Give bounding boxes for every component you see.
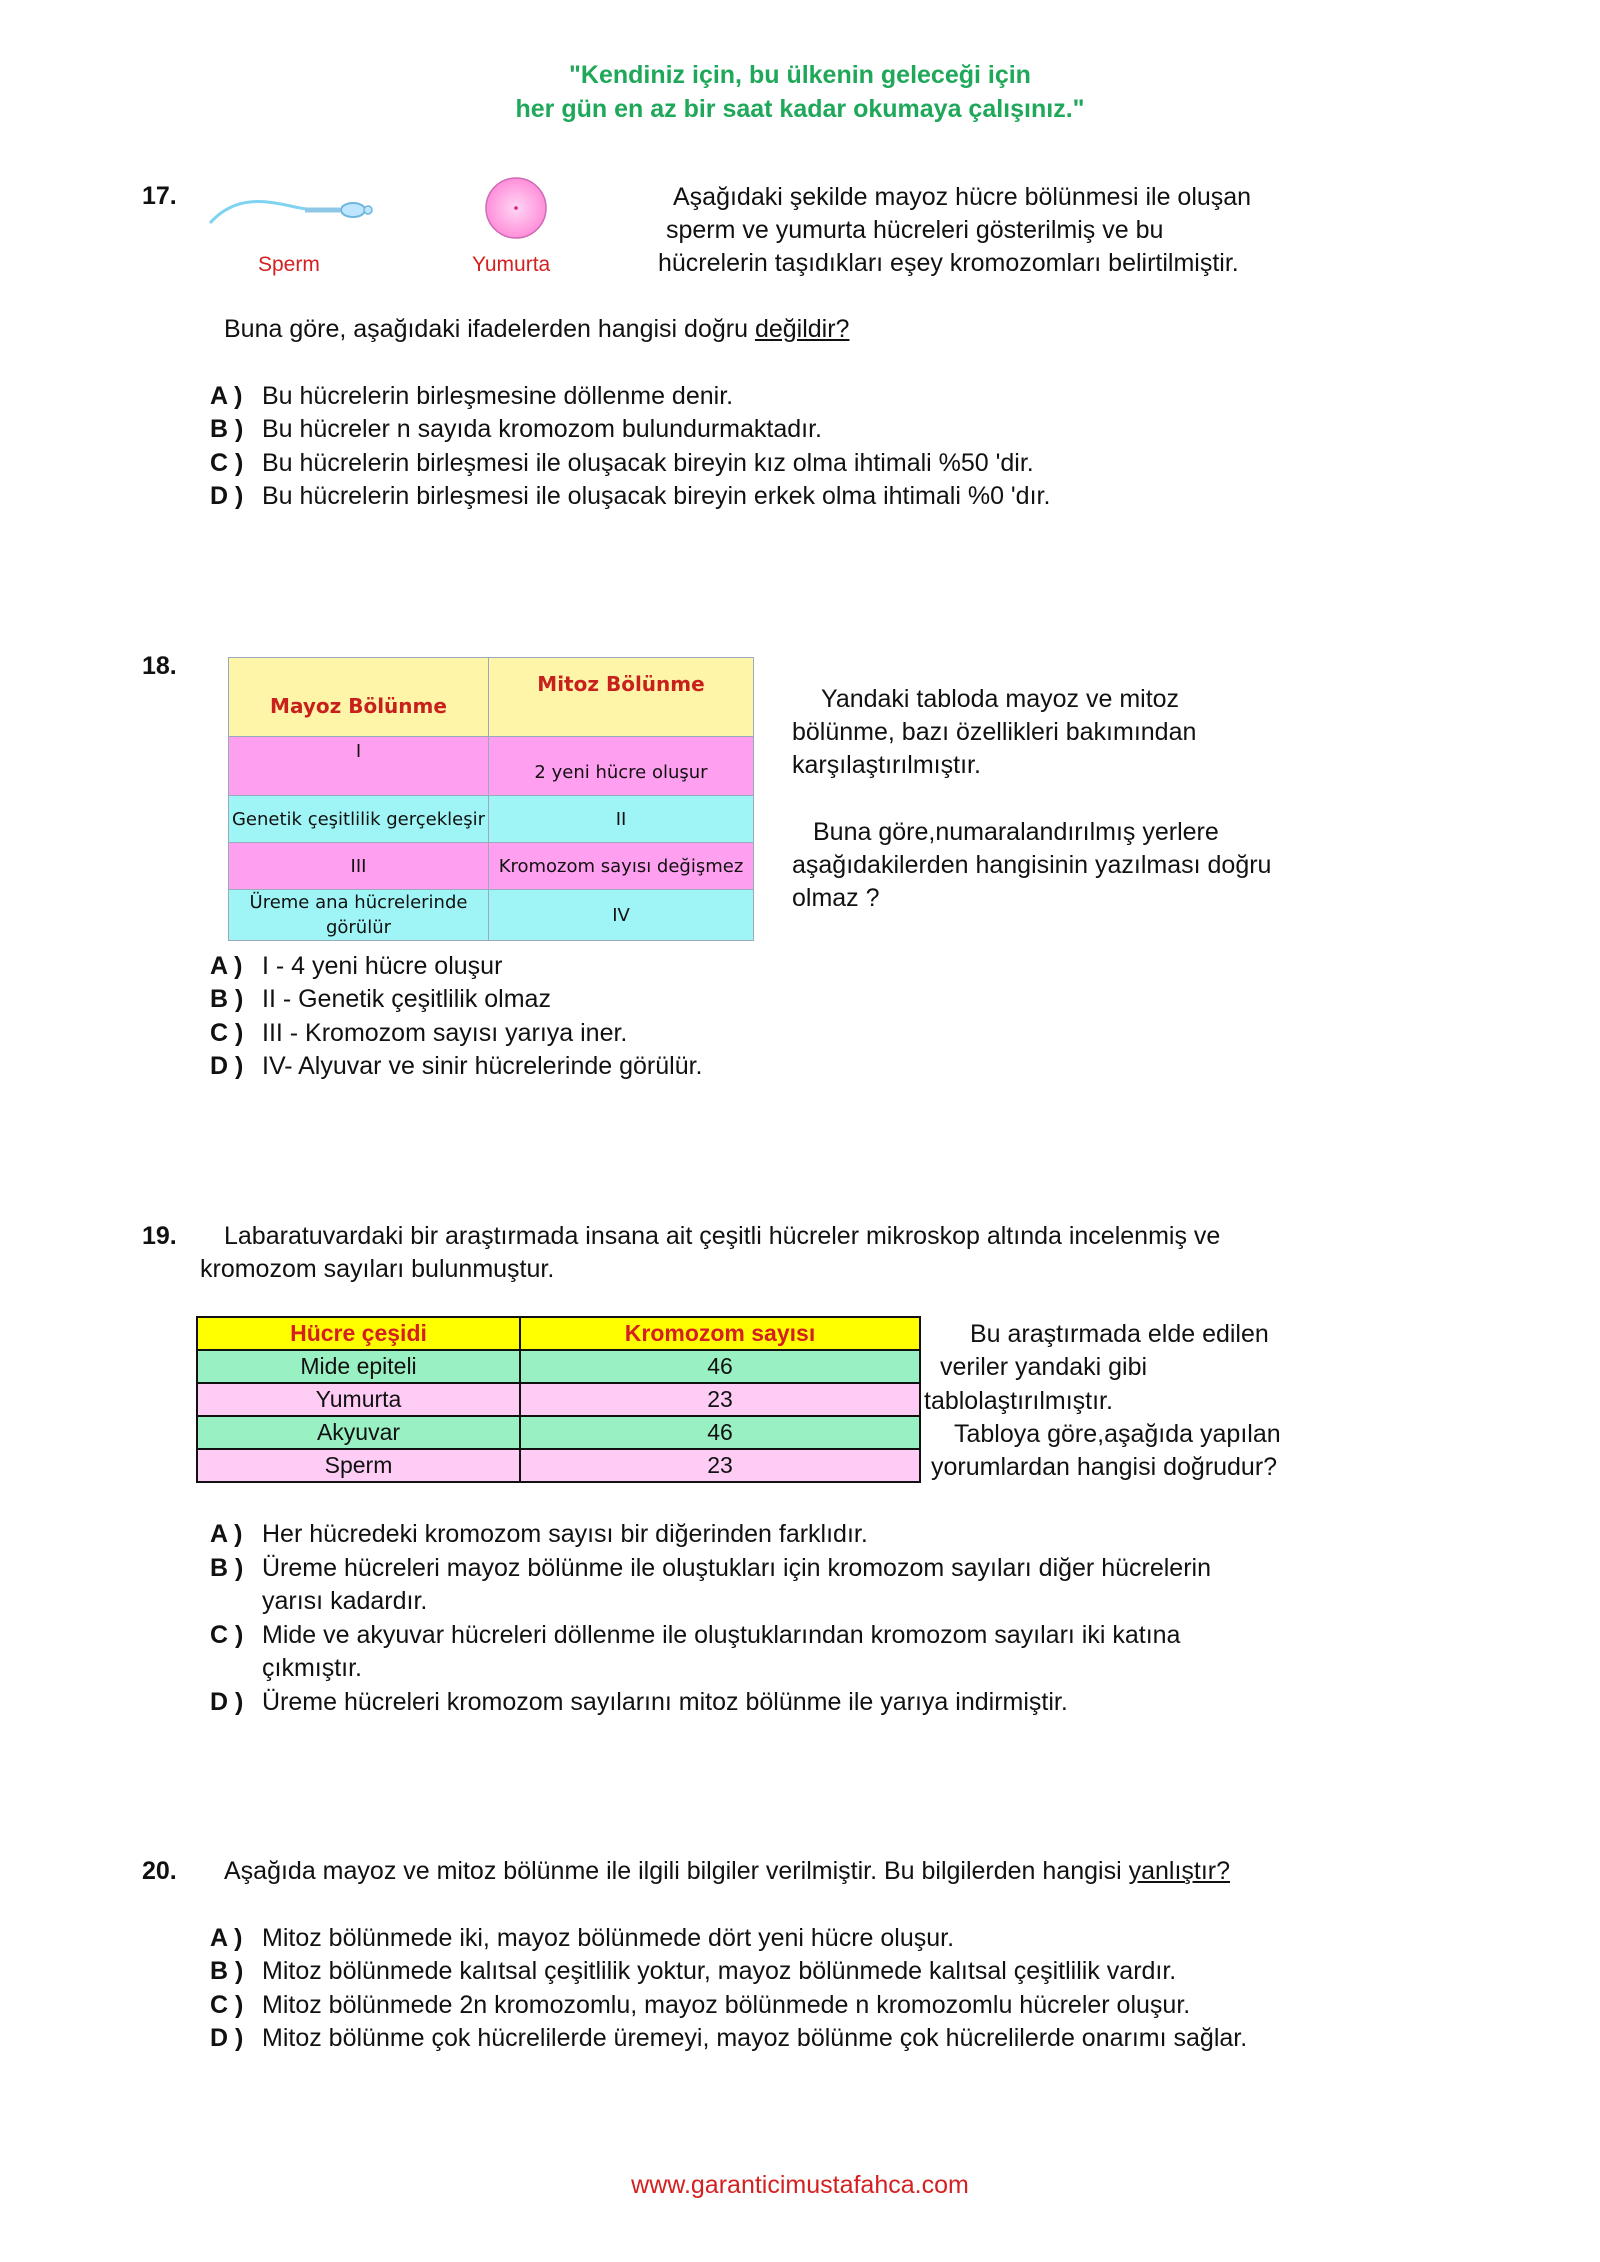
egg-label: Yumurta xyxy=(472,253,551,276)
sperm-icon xyxy=(205,185,385,235)
motto-line-2: her gün en az bir saat kadar okumaya çalışınız." xyxy=(515,95,1085,123)
q17-intro-line-1: Aşağıdaki şekilde mayoz hücre bölünmesi ile oluşan xyxy=(673,183,1252,211)
q18-side-line-5: aşağıdakilerden hangisinin yazılması doğru xyxy=(792,851,1272,879)
header-cell-type: Hücre çeşidi xyxy=(197,1317,520,1350)
q18-side-line-6: olmaz ? xyxy=(792,884,880,912)
table-cell: Kromozom sayısı değişmez xyxy=(489,843,754,890)
question-17-number: 17. xyxy=(142,182,177,210)
header-chromosome-count: Kromozom sayısı xyxy=(520,1317,920,1350)
q17-intro-line-2: sperm ve yumurta hücreleri gösterilmiş ve bu xyxy=(666,216,1164,244)
sperm-label: Sperm xyxy=(258,253,320,276)
q20-emphasis: yanlıştır? xyxy=(1128,1857,1231,1885)
chromosome-table xyxy=(196,1316,921,1483)
table-header-row xyxy=(229,658,754,737)
table-cell: Mide epiteli xyxy=(197,1350,520,1383)
q19-side-line-4: Tabloya göre,aşağıda yapılan xyxy=(954,1420,1281,1448)
table-row xyxy=(229,890,754,941)
question-18-number: 18. xyxy=(142,652,177,680)
q19-intro-line-2: kromozom sayıları bulunmuştur. xyxy=(200,1255,555,1283)
table-cell: 2 yeni hücre oluşur xyxy=(489,737,754,796)
table-cell: 46 xyxy=(520,1350,920,1383)
table-cell: I xyxy=(229,737,489,796)
q18-side-line-1: Yandaki tabloda mayoz ve mitoz xyxy=(821,685,1180,713)
table-cell: Akyuvar xyxy=(197,1416,520,1449)
q19-intro-line-1: Labaratuvardaki bir araştırmada insana ait çeşitli hücreler mikroskop altında incelenmiş ve xyxy=(224,1222,1221,1250)
table-row xyxy=(197,1449,920,1482)
egg-cell-icon xyxy=(483,175,549,241)
question-19-number: 19. xyxy=(142,1222,177,1250)
table-cell: 46 xyxy=(520,1416,920,1449)
q19-side-line-5: yorumlardan hangisi doğrudur? xyxy=(931,1453,1278,1481)
table-cell: IV xyxy=(489,890,754,941)
question-20-number: 20. xyxy=(142,1857,177,1885)
q18-side-line-4: Buna göre,numaralandırılmış yerlere xyxy=(813,818,1219,846)
q18-side-line-3: karşılaştırılmıştır. xyxy=(792,751,981,779)
table-cell: 23 xyxy=(520,1449,920,1482)
header-mayoz: Mayoz Bölünme xyxy=(229,658,489,737)
q19-side-line-1: Bu araştırmada elde edilen xyxy=(970,1320,1269,1348)
q17-emphasis: değildir? xyxy=(754,315,850,343)
q19-side-line-3: tablolaştırılmıştır. xyxy=(924,1387,1113,1415)
table-header-row xyxy=(197,1317,920,1350)
table-row xyxy=(197,1416,920,1449)
table-cell: 23 xyxy=(520,1383,920,1416)
q20-question: Aşağıda mayoz ve mitoz bölünme ile ilgili bilgiler verilmiştir. Bu bilgilerden hangisi yanlıştır? xyxy=(224,1857,1231,1885)
table-row xyxy=(197,1383,920,1416)
table-cell: II xyxy=(489,796,754,843)
q17-question: Buna göre, aşağıdaki ifadelerden hangisi doğru değildir? xyxy=(224,315,850,343)
footer-url[interactable]: www.garanticimustafahca.com xyxy=(631,2171,969,2199)
header-mitoz: Mitoz Bölünme xyxy=(489,658,754,737)
table-cell: Üreme ana hücrelerinde görülür xyxy=(229,890,489,941)
table-row xyxy=(197,1350,920,1383)
table-row xyxy=(229,737,754,796)
table-cell: Genetik çeşitlilik gerçekleşir xyxy=(229,796,489,843)
table-cell: III xyxy=(229,843,489,890)
table-cell: Sperm xyxy=(197,1449,520,1482)
q17-intro-line-3: hücrelerin taşıdıkları eşey kromozomları belirtilmiştir. xyxy=(658,249,1239,277)
table-cell: Yumurta xyxy=(197,1383,520,1416)
motto-line-1: "Kendiniz için, bu ülkenin geleceği için xyxy=(569,61,1031,89)
q19-side-line-2: veriler yandaki gibi xyxy=(940,1353,1148,1381)
q18-side-line-2: bölünme, bazı özellikleri bakımından xyxy=(792,718,1197,746)
mayoz-mitoz-table xyxy=(228,657,754,941)
table-row xyxy=(229,843,754,890)
table-row xyxy=(229,796,754,843)
